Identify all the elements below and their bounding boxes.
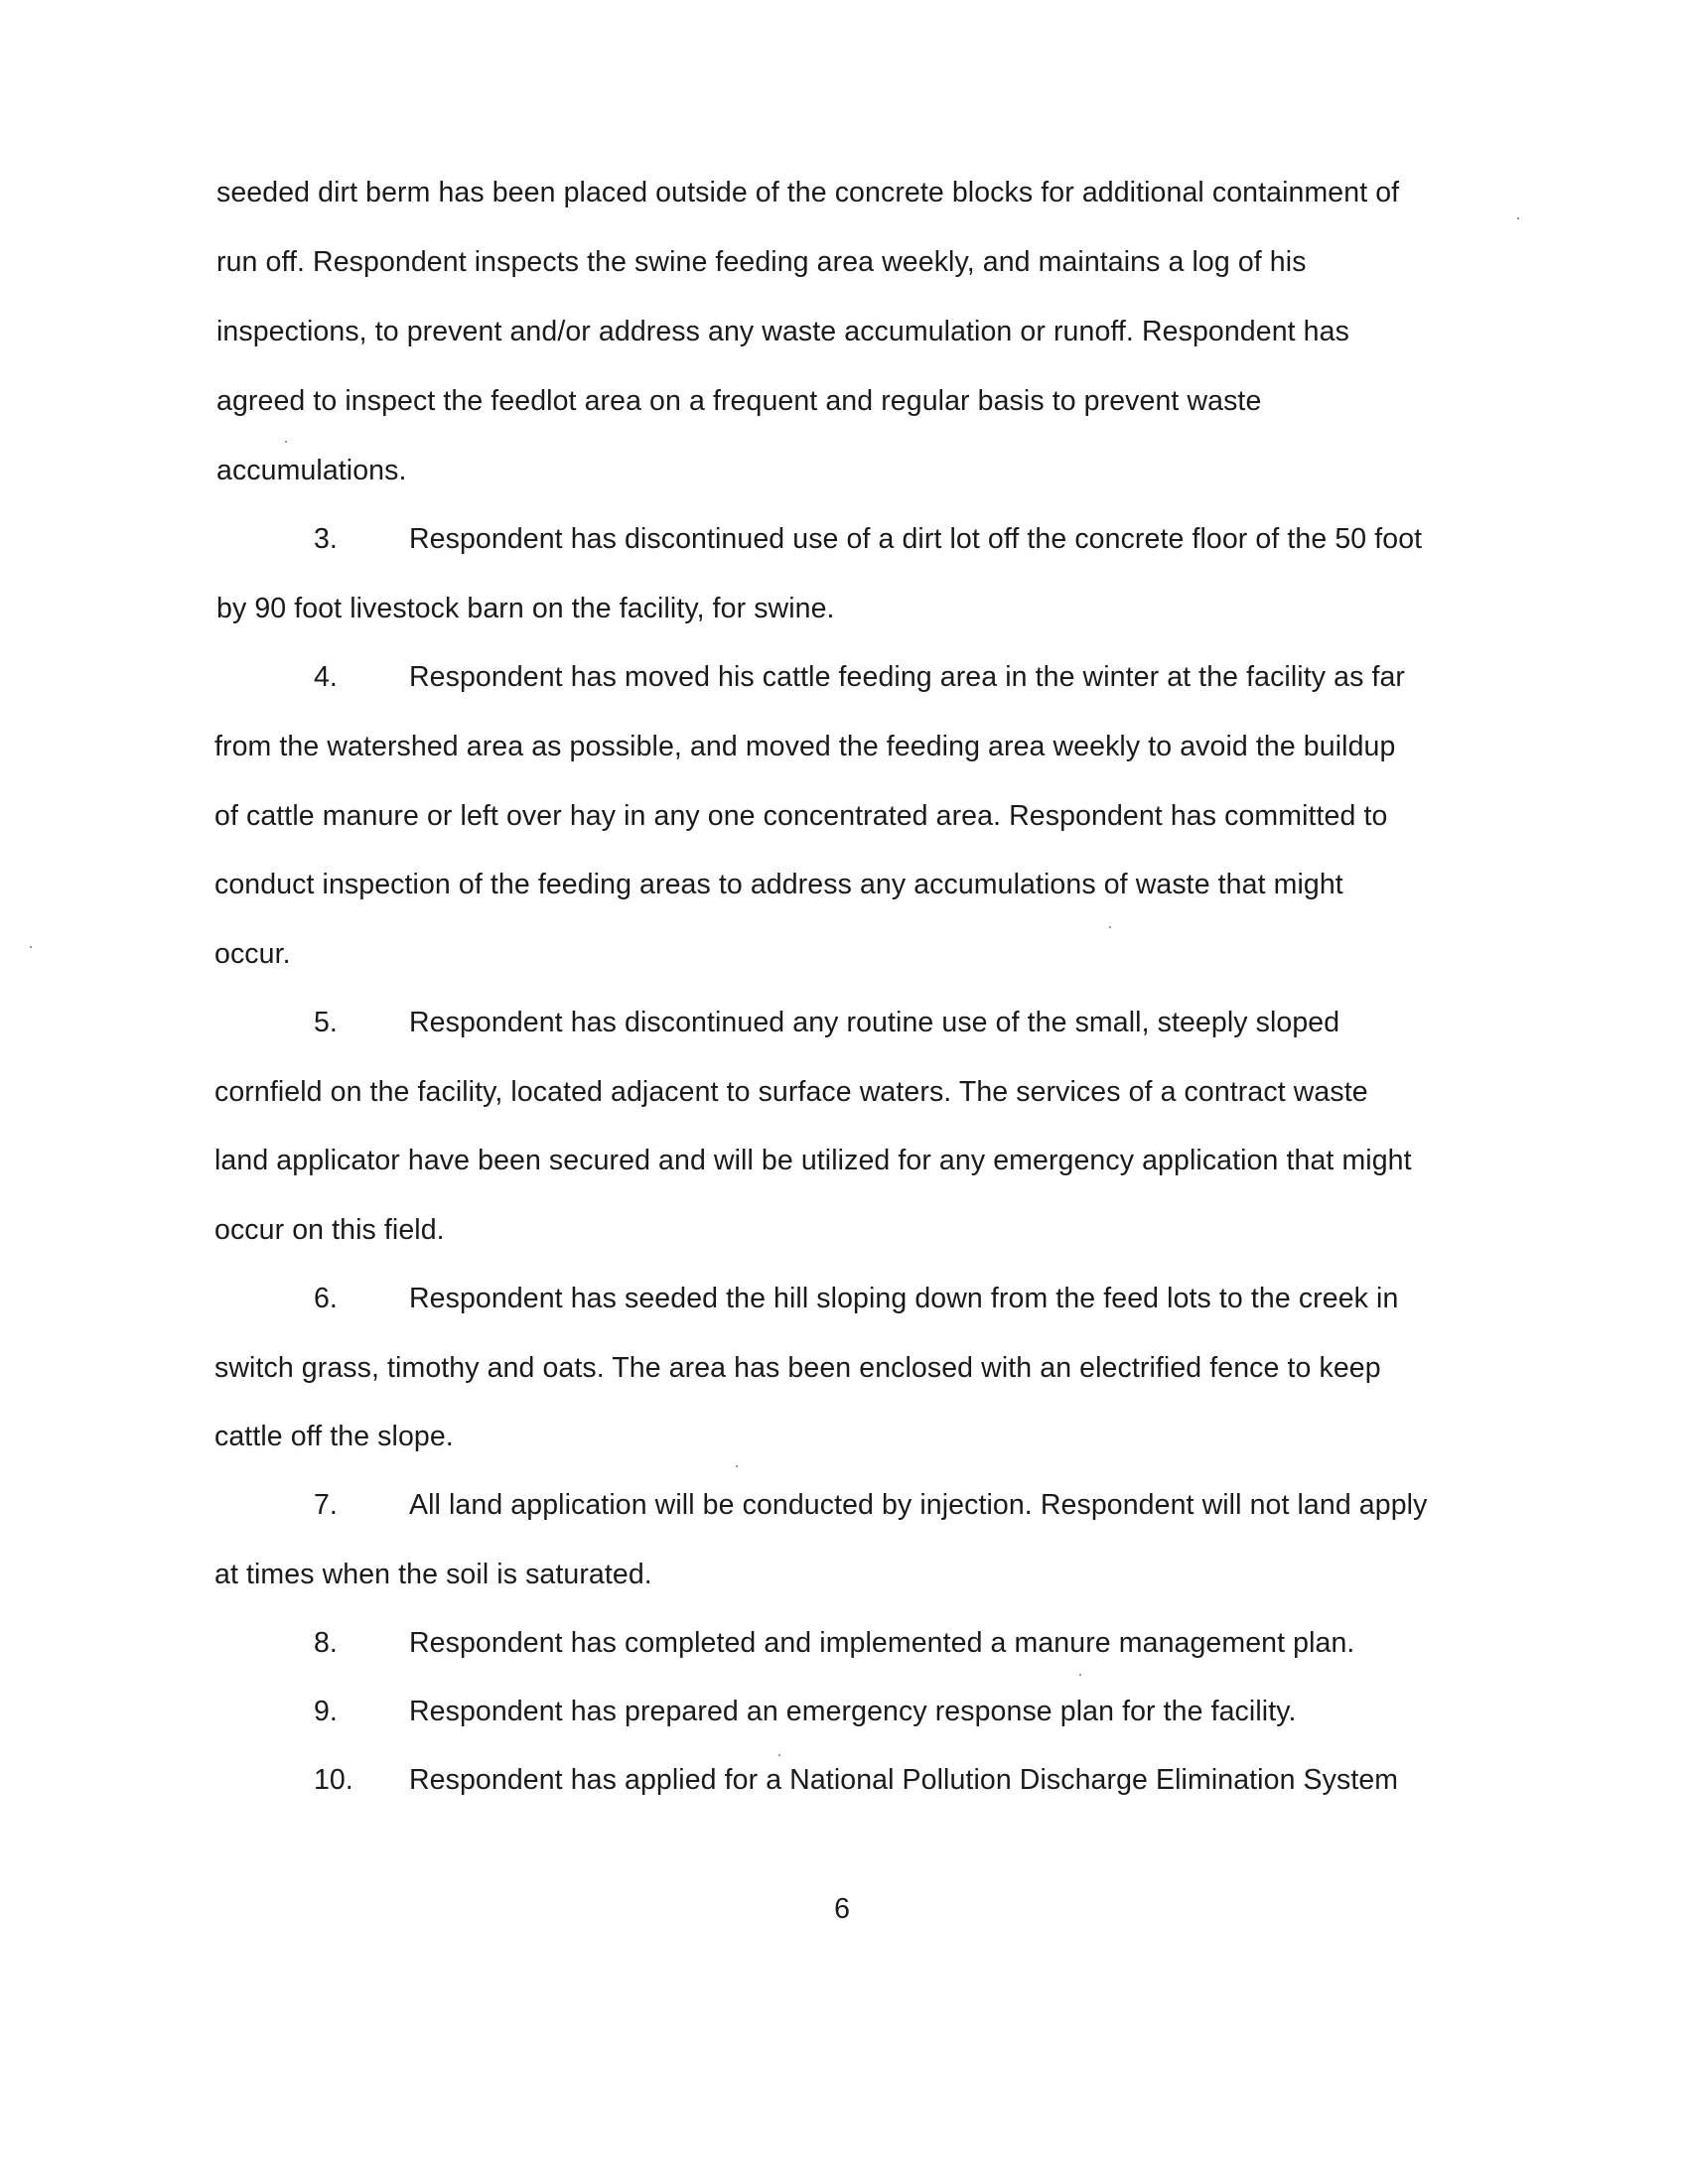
item-number: 7. — [314, 1489, 338, 1521]
text-line: at times when the soil is saturated. — [214, 1559, 652, 1590]
item-number: 10. — [314, 1764, 353, 1796]
text-line: All land application will be conducted by injection. Respondent will not land apply — [409, 1489, 1428, 1521]
item-number: 6. — [314, 1283, 338, 1314]
item-number: 5. — [314, 1007, 338, 1038]
text-line: run off. Respondent inspects the swine feeding area weekly, and maintains a log of his — [216, 246, 1307, 278]
text-line: land applicator have been secured and will be utilized for any emergency application that might — [214, 1145, 1412, 1176]
text-line: Respondent has seeded the hill sloping down from the feed lots to the creek in — [409, 1283, 1399, 1314]
text-line: seeded dirt berm has been placed outside of the concrete blocks for additional containment of — [216, 177, 1400, 208]
scan-speck — [285, 441, 287, 443]
text-line: accumulations. — [216, 455, 407, 486]
text-line: switch grass, timothy and oats. The area has been enclosed with an electrified fence to keep — [214, 1352, 1381, 1384]
page-number: 6 — [834, 1893, 850, 1925]
item-number: 3. — [314, 523, 338, 555]
text-line: occur on this field. — [214, 1214, 445, 1246]
text-line: conduct inspection of the feeding areas to address any accumulations of waste that might — [214, 869, 1343, 900]
text-line: inspections, to prevent and/or address any waste accumulation or runoff. Respondent has — [216, 316, 1349, 347]
text-line: Respondent has prepared an emergency response plan for the facility. — [409, 1696, 1297, 1727]
text-line: Respondent has discontinued any routine use of the small, steeply sloped — [409, 1007, 1340, 1038]
scan-speck — [1517, 217, 1519, 219]
scan-speck — [30, 946, 32, 948]
text-line: Respondent has applied for a National Pollution Discharge Elimination System — [409, 1764, 1399, 1796]
scan-speck — [1109, 926, 1111, 928]
text-line: from the watershed area as possible, and moved the feeding area weekly to avoid the buildup — [214, 731, 1396, 762]
text-line: by 90 foot livestock barn on the facility, for swine. — [216, 593, 835, 624]
text-line: occur. — [214, 938, 291, 970]
text-line: cattle off the slope. — [214, 1421, 454, 1452]
item-number: 8. — [314, 1627, 338, 1659]
text-line: agreed to inspect the feedlot area on a frequent and regular basis to prevent waste — [216, 385, 1262, 417]
text-line: Respondent has moved his cattle feeding area in the winter at the facility as far — [409, 661, 1405, 693]
scan-speck — [778, 1754, 780, 1756]
text-line: Respondent has completed and implemented a manure management plan. — [409, 1627, 1355, 1659]
text-line: of cattle manure or left over hay in any one concentrated area. Respondent has committed to — [214, 800, 1388, 832]
scan-speck — [736, 1465, 738, 1467]
scan-speck — [1079, 1674, 1081, 1676]
item-number: 4. — [314, 661, 338, 693]
text-line: Respondent has discontinued use of a dirt lot off the concrete floor of the 50 foot — [409, 523, 1423, 555]
item-number: 9. — [314, 1696, 338, 1727]
text-line: cornfield on the facility, located adjacent to surface waters. The services of a contract waste — [214, 1076, 1368, 1108]
